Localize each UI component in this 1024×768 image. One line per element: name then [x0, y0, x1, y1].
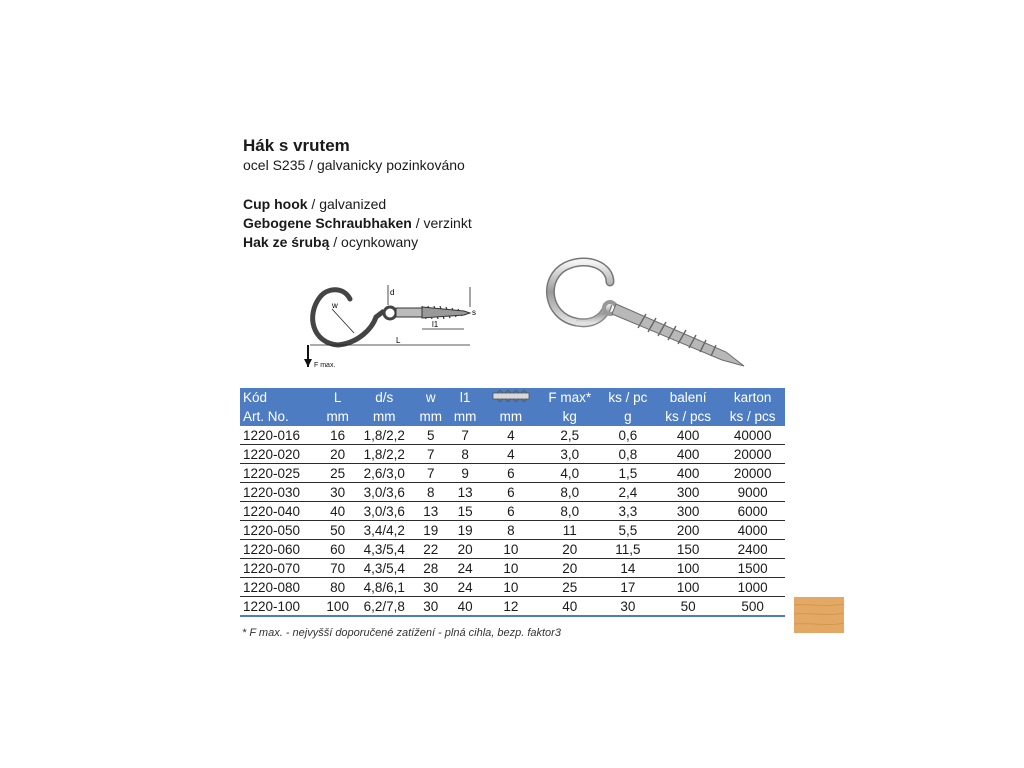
table-row	[240, 521, 785, 540]
table-cell: 1220-030	[240, 483, 320, 502]
table-cell: 4,3/5,4	[355, 540, 414, 559]
table-cell: 7	[448, 426, 482, 445]
spec-table	[240, 388, 785, 617]
table-cell: 11,5	[600, 540, 656, 559]
table-cell: 25	[320, 464, 354, 483]
unit-pack: ks / pcs	[656, 407, 721, 426]
unit-w: mm	[414, 407, 448, 426]
table-cell: 300	[656, 483, 721, 502]
table-cell: 100	[656, 578, 721, 597]
table-cell: 50	[656, 597, 721, 617]
table-cell: 2,6/3,0	[355, 464, 414, 483]
product-subtitle: ocel S235 / galvanicky pozinkováno	[243, 157, 465, 173]
table-cell: 3,3	[600, 502, 656, 521]
unit-dowel: mm	[482, 407, 539, 426]
table-cell: 2400	[720, 540, 785, 559]
table-cell: 1,8/2,2	[355, 426, 414, 445]
table-cell: 1220-080	[240, 578, 320, 597]
table-cell: 1,8/2,2	[355, 445, 414, 464]
table-cell: 400	[656, 464, 721, 483]
table-cell: 1220-020	[240, 445, 320, 464]
table-cell: 40	[539, 597, 600, 617]
table-cell: 15	[448, 502, 482, 521]
col-diameter: d/s	[355, 388, 414, 407]
col-length: L	[320, 388, 354, 407]
table-cell: 20000	[720, 464, 785, 483]
col-carton: karton	[720, 388, 785, 407]
table-cell: 30	[600, 597, 656, 617]
header-row-1	[240, 388, 785, 407]
col-w: w	[414, 388, 448, 407]
table-cell: 60	[320, 540, 354, 559]
table-cell: 7	[414, 445, 448, 464]
table-cell: 14	[600, 559, 656, 578]
table-cell: 17	[600, 578, 656, 597]
table-cell: 16	[320, 426, 354, 445]
table-cell: 7	[414, 464, 448, 483]
table-row	[240, 464, 785, 483]
table-cell: 1000	[720, 578, 785, 597]
table-cell: 500	[720, 597, 785, 617]
table-cell: 4	[482, 445, 539, 464]
table-cell: 0,6	[600, 426, 656, 445]
unit-l1: mm	[448, 407, 482, 426]
table-cell: 100	[656, 559, 721, 578]
fmax-label: F max.	[314, 362, 336, 369]
table-cell: 6000	[720, 502, 785, 521]
table-row	[240, 578, 785, 597]
table-cell: 400	[656, 445, 721, 464]
table-cell: 1,5	[600, 464, 656, 483]
table-cell: 1220-060	[240, 540, 320, 559]
table-cell: 2,4	[600, 483, 656, 502]
table-cell: 1220-050	[240, 521, 320, 540]
table-cell: 9	[448, 464, 482, 483]
table-cell: 5,5	[600, 521, 656, 540]
table-cell: 100	[320, 597, 354, 617]
table-cell: 1220-100	[240, 597, 320, 617]
table-cell: 19	[414, 521, 448, 540]
table-cell: 20	[448, 540, 482, 559]
spec-table-body	[240, 426, 785, 616]
table-cell: 22	[414, 540, 448, 559]
table-row	[240, 426, 785, 445]
translations	[243, 195, 472, 252]
table-cell: 4,0	[539, 464, 600, 483]
table-cell: 20	[539, 540, 600, 559]
col-fmax: F max*	[539, 388, 600, 407]
product-title: Hák s vrutem	[243, 136, 350, 155]
table-cell: 4000	[720, 521, 785, 540]
table-cell: 1220-070	[240, 559, 320, 578]
l1-label: l1	[432, 320, 439, 329]
table-cell: 8,0	[539, 483, 600, 502]
table-cell: 8	[448, 445, 482, 464]
table-cell: 5	[414, 426, 448, 445]
header-row-2	[240, 407, 785, 426]
table-row	[240, 540, 785, 559]
table-cell: 40000	[720, 426, 785, 445]
table-cell: 8	[414, 483, 448, 502]
unit-length: mm	[320, 407, 354, 426]
translation-en: Cup hook / galvanized	[243, 196, 387, 212]
table-row	[240, 483, 785, 502]
table-cell: 9000	[720, 483, 785, 502]
table-cell: 3,4/4,2	[355, 521, 414, 540]
table-cell: 20000	[720, 445, 785, 464]
table-cell: 30	[320, 483, 354, 502]
table-cell: 40	[448, 597, 482, 617]
table-cell: 50	[320, 521, 354, 540]
wood-material-swatch	[794, 597, 844, 633]
unit-weight: g	[600, 407, 656, 426]
table-cell: 200	[656, 521, 721, 540]
table-cell: 80	[320, 578, 354, 597]
table-row	[240, 597, 785, 617]
length-label: L	[396, 336, 401, 345]
table-cell: 1500	[720, 559, 785, 578]
table-cell: 28	[414, 559, 448, 578]
footnote: * F max. - nejvyšší doporučené zatížení - plná cihla, bezp. faktor3	[242, 627, 561, 639]
unit-carton: ks / pcs	[720, 407, 785, 426]
table-cell: 150	[656, 540, 721, 559]
table-row	[240, 445, 785, 464]
w-label: w	[332, 301, 338, 310]
table-cell: 30	[414, 597, 448, 617]
d-label: d	[390, 288, 395, 297]
unit-diameter: mm	[355, 407, 414, 426]
table-cell: 6	[482, 464, 539, 483]
table-cell: 10	[482, 578, 539, 597]
unit-code: Art. No.	[240, 407, 320, 426]
table-cell: 6,2/7,8	[355, 597, 414, 617]
hook-technical-drawing	[298, 275, 498, 370]
table-cell: 11	[539, 521, 600, 540]
table-cell: 30	[414, 578, 448, 597]
table-cell: 8	[482, 521, 539, 540]
table-cell: 13	[448, 483, 482, 502]
col-code: Kód	[240, 388, 320, 407]
table-cell: 3,0/3,6	[355, 483, 414, 502]
table-cell: 300	[656, 502, 721, 521]
table-cell: 20	[320, 445, 354, 464]
table-cell: 40	[320, 502, 354, 521]
table-cell: 24	[448, 559, 482, 578]
col-pack: balení	[656, 388, 721, 407]
table-cell: 2,5	[539, 426, 600, 445]
table-cell: 0,8	[600, 445, 656, 464]
table-cell: 19	[448, 521, 482, 540]
table-cell: 25	[539, 578, 600, 597]
table-cell: 13	[414, 502, 448, 521]
table-cell: 12	[482, 597, 539, 617]
table-row	[240, 502, 785, 521]
table-cell: 1220-025	[240, 464, 320, 483]
s-label: s	[472, 308, 476, 317]
table-cell: 400	[656, 426, 721, 445]
table-cell: 20	[539, 559, 600, 578]
table-cell: 4,3/5,4	[355, 559, 414, 578]
table-cell: 4	[482, 426, 539, 445]
table-cell: 6	[482, 502, 539, 521]
table-cell: 6	[482, 483, 539, 502]
translation-de: Gebogene Schraubhaken / verzinkt	[243, 215, 472, 231]
table-cell: 24	[448, 578, 482, 597]
table-cell: 3,0	[539, 445, 600, 464]
unit-fmax: kg	[539, 407, 600, 426]
table-cell: 1220-016	[240, 426, 320, 445]
col-weight: ks / pc	[600, 388, 656, 407]
table-cell: 70	[320, 559, 354, 578]
table-cell: 1220-040	[240, 502, 320, 521]
col-dowel	[482, 388, 539, 407]
table-cell: 10	[482, 559, 539, 578]
table-cell: 3,0/3,6	[355, 502, 414, 521]
table-cell: 8,0	[539, 502, 600, 521]
wall-plug-icon	[491, 390, 531, 402]
table-cell: 10	[482, 540, 539, 559]
translation-pl: Hak ze śrubą / ocynkowany	[243, 234, 419, 250]
col-l1: l1	[448, 388, 482, 407]
table-row	[240, 559, 785, 578]
table-cell: 4,8/6,1	[355, 578, 414, 597]
hook-product-photo	[526, 256, 756, 368]
